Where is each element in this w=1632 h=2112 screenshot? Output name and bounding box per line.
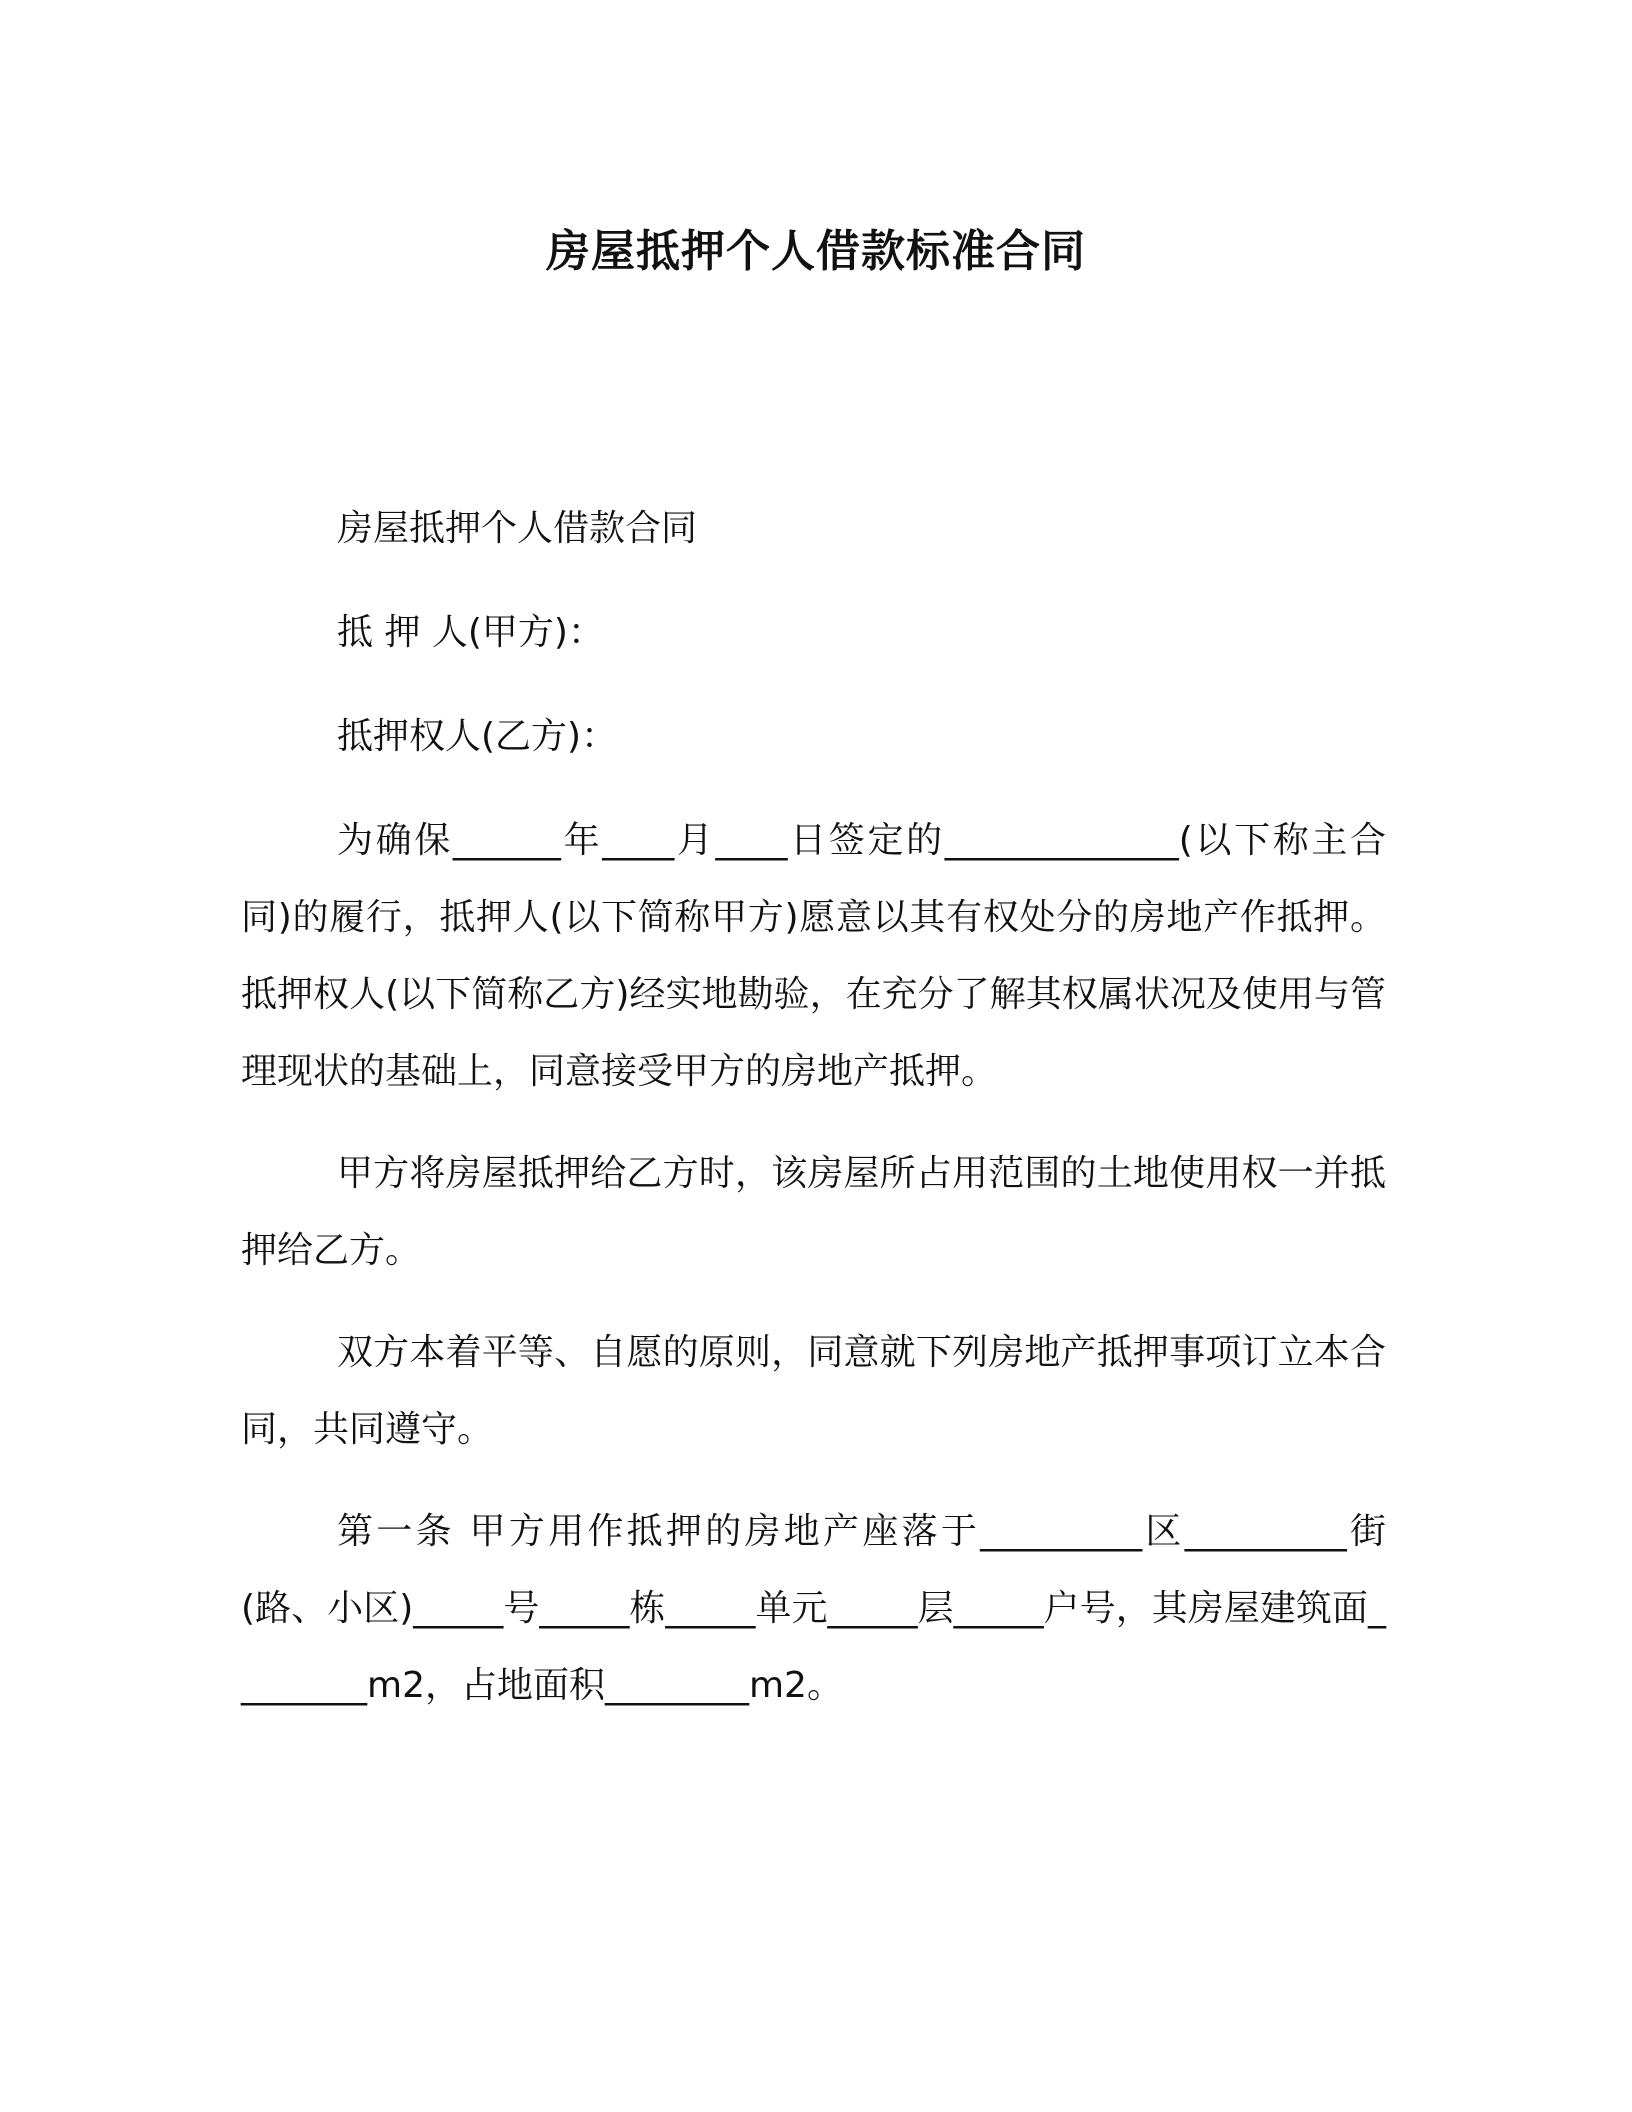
preamble-paragraph: 为确保______年____月____日签定的_____________(以下称主合同)的履行，抵押人(以下简称甲方)愿意以其有权处分的房地产作抵押。抵押权人(以下简称乙方)经实地勘验，在充分了解其权属状况及使用与管理现状的基础上，同意接受甲方的房地产抵押。: [241, 820, 1386, 1092]
mortgagee-line: 抵押权人(乙方)：: [337, 716, 618, 757]
document-title: 房屋抵押个人借款标准合同: [546, 226, 1086, 277]
document-body: [241, 490, 1386, 1749]
mortgagor-line: 抵 押 人(甲方)：: [337, 612, 604, 653]
article-one-paragraph: 第一条 甲方用作抵押的房地产座落于_________区_________街(路、小区)_____号_____栋_____单元_____层_____户号，其房屋建筑面________m2，占地面积________m2。: [241, 1511, 1386, 1706]
land-use-paragraph: 甲方将房屋抵押给乙方时，该房屋所占用范围的土地使用权一并抵押给乙方。: [241, 1153, 1386, 1271]
principle-paragraph: 双方本着平等、自愿的原则，同意就下列房地产抵押事项订立本合同，共同遵守。: [241, 1332, 1386, 1450]
contract-name: 房屋抵押个人借款合同: [337, 508, 698, 549]
